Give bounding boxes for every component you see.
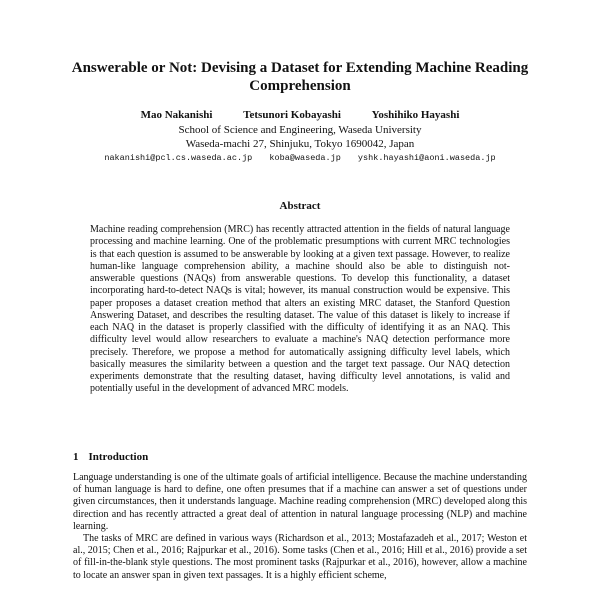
author-name: Tetsunori Kobayashi	[243, 109, 341, 121]
abstract-text: Machine reading comprehension (MRC) has recently attracted attention in the fields of natural language processing and machine learning. One of the problematic presumptions with current MRC technologies is that each question is assumed to be answerable by looking at a given text passage. However, to realize human-like language comprehension ability, a machine should also be able to distinguish not-answerable questions (NAQs) from answerable questions. To develop this functionality, a dataset incorporating hard-to-detect NAQs is vital; however, its manual construction would be expensive. This paper proposes a dataset creation method that alters an existing MRC dataset, the Stanford Question Answering Dataset, and describes the resulting dataset. The value of this dataset is likely to increase if each NAQ in the dataset is properly classified with the difficulty of identifying it as an NAQ. This difficulty level would allow researchers to evaluate a machine's NAQ detection performance more precisely. Therefore, we propose a method for automatically assigning difficulty level labels, which basically measures the similarity between a question and the target text passage. Our NAQ detection experiments demonstrate that the resulting dataset, having difficulty level annotations, is valid and potentially useful in the development of advanced MRC models.	[90, 224, 510, 395]
author-email: koba@waseda.jp	[269, 153, 341, 163]
paper-title: Answerable or Not: Devising a Dataset for Extending Machine Reading Comprehension	[71, 60, 529, 94]
author-list	[60, 109, 540, 122]
abstract-heading: Abstract	[279, 200, 321, 212]
paragraph: Language understanding is one of the ultimate goals of artificial intelligence. Because the machine understanding of human language is hard to define, one often presumes that if a machine can answer a set of questions under given circumstances, then it understands language. Machine reading comprehension (MRC) developed along this direction and has recently attracted a great deal of attention in natural language processing (NLP) and machine learning.	[73, 472, 528, 532]
author-email: nakanishi@pcl.cs.waseda.ac.jp	[104, 153, 253, 163]
email-list	[60, 153, 540, 164]
section-number: 1	[73, 451, 79, 463]
author-name: Mao Nakanishi	[140, 109, 213, 121]
author-email: yshk.hayashi@aoni.waseda.jp	[357, 153, 496, 163]
author-name: Yoshihiko Hayashi	[371, 109, 460, 121]
address-line: Waseda-machi 27, Shinjuku, Tokyo 1690042, Japan	[185, 138, 415, 150]
section-heading-introduction	[73, 451, 148, 463]
affiliation-line: School of Science and Engineering, Waseda University	[178, 124, 422, 136]
introduction-body	[73, 472, 527, 582]
section-title: Introduction	[88, 451, 149, 463]
paragraph: The tasks of MRC are defined in various ways (Richardson et al., 2013; Mostafazadeh et al., 2017; Weston et al., 2015; Chen et al., 2016; Rajpurkar et al., 2016). Some tasks (Chen et al., 2016; Hill et al., 2016) provide a set of fill-in-the-blank style questions. The most prominent tasks (Rajpurkar et al., 2016), however, allow a machine to locate an answer span in given text passages. It is a highly efficient scheme,	[73, 533, 527, 581]
